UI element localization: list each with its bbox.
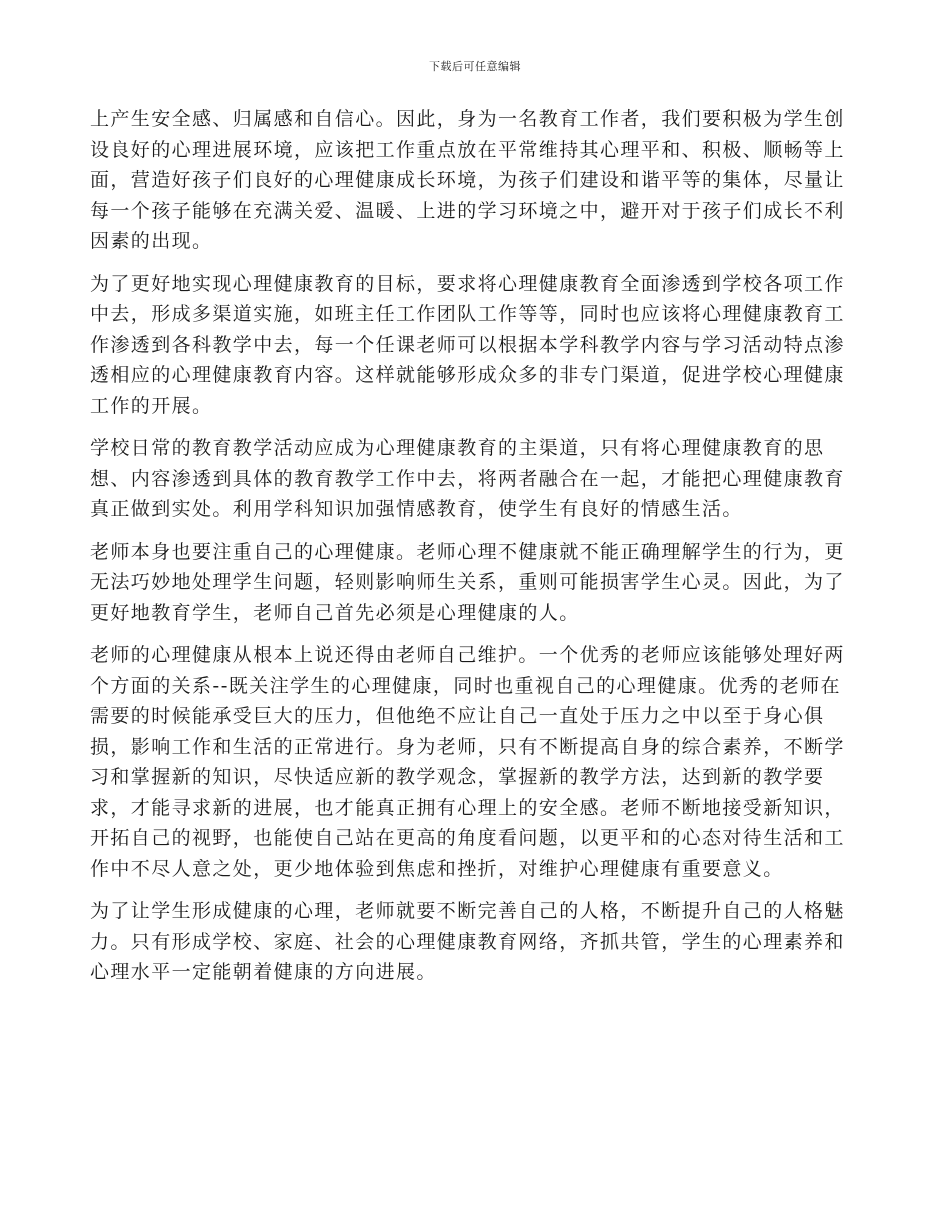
document-body bbox=[90, 104, 860, 1000]
paragraph: 学校日常的教育教学活动应成为心理健康教育的主渠道，只有将心理健康教育的思想、内容渗透到具体的教育教学工作中去，将两者融合在一起，才能把心理健康教育真正做到实处。利用学科知识加强情感教育，使学生有良好的情感生活。 bbox=[90, 437, 845, 520]
paragraph: 为了让学生形成健康的心理，老师就要不断完善自己的人格，不断提升自己的人格魅力。只有形成学校、家庭、社会的心理健康教育网络，齐抓共管，学生的心理素养和心理水平一定能朝着健康的方向进展。 bbox=[90, 900, 845, 983]
paragraph: 老师本身也要注重自己的心理健康。老师心理不健康就不能正确理解学生的行为，更无法巧妙地处理学生问题，轻则影响师生关系，重则可能损害学生心灵。因此，为了更好地教育学生，老师自己首先必须是心理健康的人。 bbox=[90, 540, 845, 624]
paragraph: 上产生安全感、归属感和自信心。因此，身为一名教育工作者，我们要积极为学生创设良好的心理进展环境，应该把工作重点放在平常维持其心理平和、积极、顺畅等上面，营造好孩子们良好的心理健康成长环境，为孩子们建设和谐平等的集体，尽量让每一个孩子能够在充满关爱、温暖、上进的学习环境之中，避开对于孩子们成长不利因素的出现。 bbox=[90, 108, 845, 252]
page-header-note: 下载后可任意编辑 bbox=[429, 60, 521, 73]
paragraph: 为了更好地实现心理健康教育的目标，要求将心理健康教育全面渗透到学校各项工作中去，形成多渠道实施，如班主任工作团队工作等等，同时也应该将心理健康教育工作渗透到各科教学中去，每一个任课老师可以根据本学科教学内容与学习活动特点渗透相应的心理健康教育内容。这样就能够形成众多的非专门渠道，促进学校心理健康工作的开展。 bbox=[90, 272, 845, 417]
paragraph: 老师的心理健康从根本上说还得由老师自己维护。一个优秀的老师应该能够处理好两个方面的关系--既关注学生的心理健康，同时也重视自己的心理健康。优秀的老师在需要的时候能承受巨大的压力，但他绝不应让自己一直处于压力之中以至于身心俱损，影响工作和生活的正常进行。身为老师，只有不断提高自身的综合素养，不断学习和掌握新的知识，尽快适应新的教学观念，掌握新的教学方法，达到新的教学要求，才能寻求新的进展，也才能真正拥有心理上的安全感。老师不断地接受新知识，开拓自己的视野，也能使自己站在更高的角度看问题，以更平和的心态对待生活和工作中不尽人意之处，更少地体验到焦虑和挫折，对维护心理健康有重要意义。 bbox=[90, 644, 845, 880]
